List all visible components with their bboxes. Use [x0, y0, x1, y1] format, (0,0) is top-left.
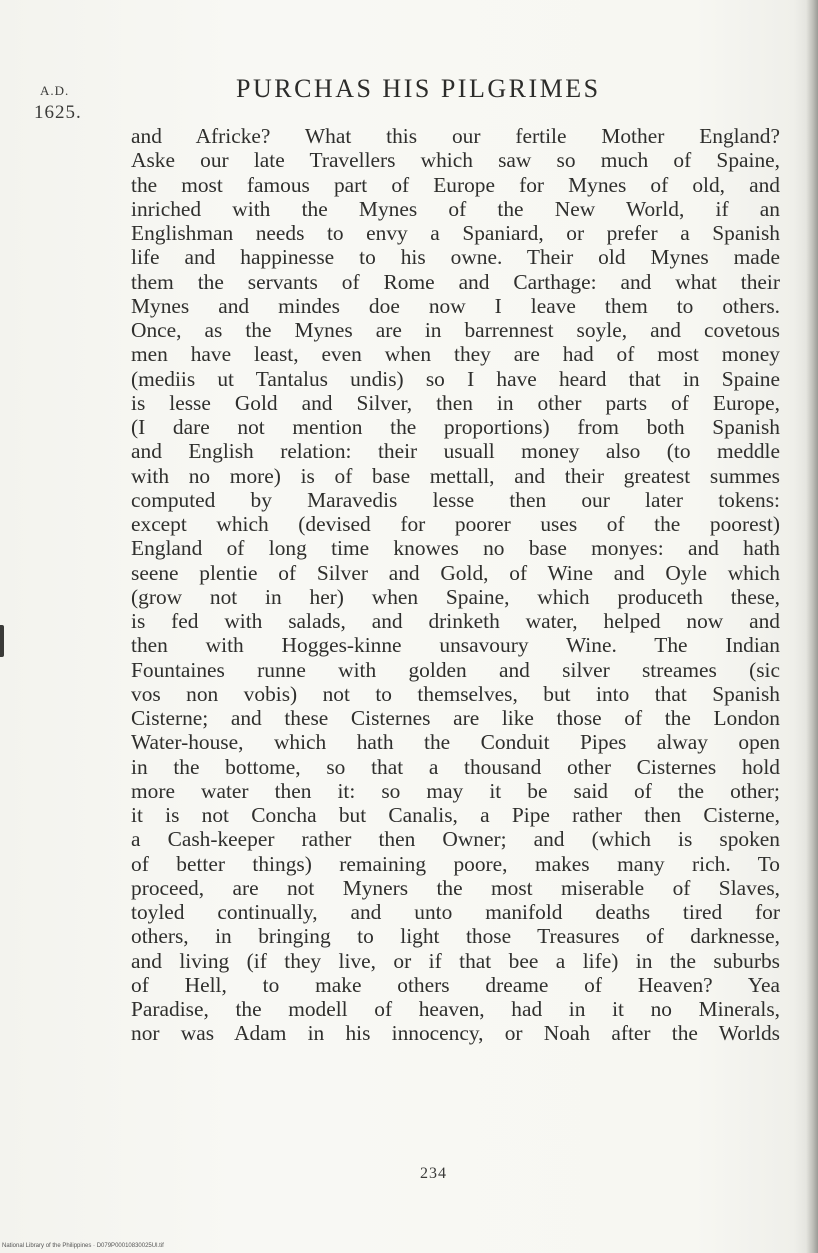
- text-line: (I dare not mention the proportions) from both Spanish: [131, 415, 780, 439]
- margin-date: [34, 80, 104, 124]
- text-line: life and happinesse to his owne. Their old Mynes made: [131, 245, 780, 270]
- text-line: them the servants of Rome and Carthage: and what their: [131, 269, 780, 294]
- text-line: in the bottome, so that a thousand other Cisternes hold: [131, 754, 780, 779]
- text-line: Aske our late Travellers which saw so much of Spaine,: [131, 148, 780, 173]
- text-line: England of long time knowes no base monyes: and hath: [131, 536, 780, 561]
- text-line: seene plentie of Silver and Gold, of Wine and Oyle which: [131, 560, 780, 585]
- running-head: PURCHAS HIS PILGRIMES: [236, 74, 601, 103]
- text-line: Englishman needs to envy a Spaniard, or prefer a Spanish: [131, 221, 780, 245]
- page-number: 234: [420, 1165, 447, 1182]
- text-line: Paradise, the modell of heaven, had in it no Minerals,: [131, 997, 780, 1021]
- body-text: [131, 124, 780, 1046]
- margin-year: 1625.: [34, 102, 82, 123]
- text-line: Mynes and mindes doe now I leave them to others.: [131, 293, 780, 318]
- text-line: toyled continually, and unto manifold deaths tired for: [131, 900, 780, 924]
- text-line: of better things) remaining poore, makes many rich. To: [131, 851, 780, 876]
- text-line: (mediis ut Tantalus undis) so I have heard that in Spaine: [131, 366, 780, 391]
- text-line: Fountaines runne with golden and silver streames (sic: [131, 657, 780, 682]
- text-line: except which (devised for poorer uses of the poorest): [131, 512, 780, 536]
- text-line: proceed, are not Myners the most miserable of Slaves,: [131, 875, 780, 900]
- text-line: the most famous part of Europe for Mynes of old, and: [131, 172, 780, 197]
- text-line: Once, as the Mynes are in barrennest soyle, and covetous: [131, 318, 780, 342]
- binding-mark: [0, 625, 4, 657]
- text-line: Water-house, which hath the Conduit Pipes alway open: [131, 730, 780, 755]
- text-line: others, in bringing to light those Treasures of darknesse,: [131, 924, 780, 949]
- text-line: of Hell, to make others dreame of Heaven? Yea: [131, 972, 780, 997]
- text-line: inriched with the Mynes of the New World, if an: [131, 196, 780, 221]
- text-line: and English relation: their usuall money also (to meddle: [131, 439, 780, 464]
- text-line: and living (if they live, or if that bee a life) in the suburbs: [131, 948, 780, 973]
- text-line: more water then it: so may it be said of the other;: [131, 778, 780, 803]
- text-line: and Africke? What this our fertile Mother England?: [131, 124, 780, 148]
- text-line: vos non vobis) not to themselves, but into that Spanish: [131, 681, 780, 706]
- text-line: Cisterne; and these Cisternes are like those of the London: [131, 706, 780, 730]
- text-line: computed by Maravedis lesse then our later tokens:: [131, 487, 780, 512]
- text-line: a Cash-keeper rather then Owner; and (which is spoken: [131, 827, 780, 852]
- page-edge-shadow: [806, 0, 818, 1253]
- text-line: then with Hogges-kinne unsavoury Wine. The Indian: [131, 633, 780, 658]
- text-line: nor was Adam in his innocency, or Noah after the Worlds: [131, 1021, 780, 1046]
- text-line: is fed with salads, and drinketh water, helped now and: [131, 609, 780, 633]
- text-line: men have least, even when they are had of most money: [131, 342, 780, 367]
- text-line: it is not Concha but Canalis, a Pipe rather then Cisterne,: [131, 803, 780, 827]
- scan-credit: National Library of the Philippines · D079P00010830025Ul.tif: [2, 1243, 164, 1249]
- margin-era: A.D.: [40, 83, 70, 98]
- text-line: with no more) is of base mettall, and their greatest summes: [131, 463, 780, 488]
- text-line: is lesse Gold and Silver, then in other parts of Europe,: [131, 390, 780, 415]
- text-line: (grow not in her) when Spaine, which produceth these,: [131, 584, 780, 609]
